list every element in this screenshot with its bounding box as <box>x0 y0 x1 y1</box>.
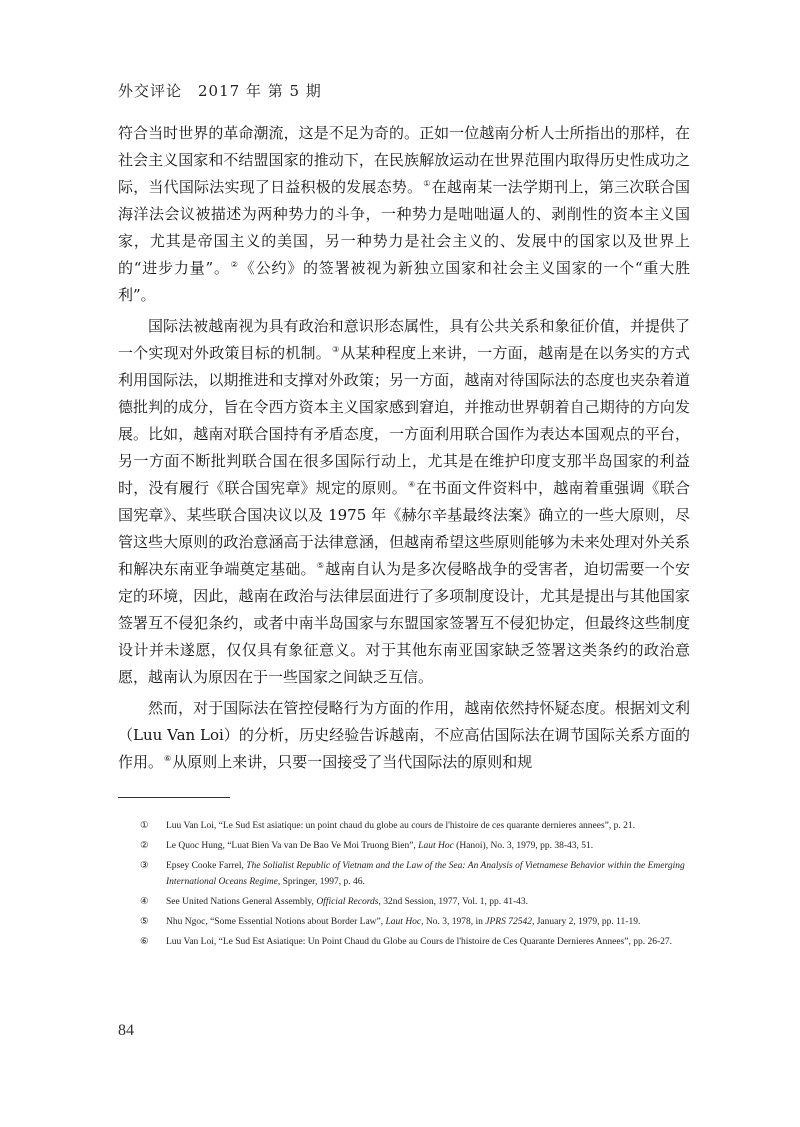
footnote-mark: ① <box>140 821 149 831</box>
footnote-title: Laut Hoc <box>385 917 422 927</box>
footnote-text <box>166 894 690 910</box>
footnote-ref: ④ <box>408 480 416 489</box>
footnote-part: , 32nd Session, 1977, Vol. 1, pp. 41-43. <box>378 897 529 907</box>
footnote-part: Luu Van Loi, “Le Sud Est Asiatique: Un Point Chaud du Globe au Cours de l'histoire de Ces Quarante Dernieres Annees”, pp. 26-27. <box>166 937 673 947</box>
paragraph-text: 在书面文件资料中，越南着重强调《联合国宪章》、某些联合国决议以及 1975 年《赫尔辛基最终法案》确立的一些大原则，尽管这些大原则的政治意涵高于法律意涵，但越南希望这些原则能够为未来处理对外关系和解决东南亚争端奠定基础。 <box>118 479 690 578</box>
footnote-text <box>166 838 690 854</box>
footnote-title: Laut Hoc <box>418 841 454 851</box>
page-number: 84 <box>118 1022 134 1039</box>
footnote-mark: ④ <box>140 897 149 907</box>
footnote-mark: ③ <box>140 861 149 871</box>
footnote-part: , No. 3, 1978, in <box>421 917 486 927</box>
paragraph-text: 从原则上来讲，只要一国接受了当代国际法的原则和规 <box>172 753 533 771</box>
footnote-part: (Hanoi), No. 3, 1979, pp. 38-43, 51. <box>453 841 594 851</box>
footnote <box>118 818 690 834</box>
paragraph-text: 符合当时世界的革命潮流，这是不足为奇的。正如一位越南分析人士所指出的那样，在社会主义国家和不结盟国家的推动下，在民族解放运动在世界范围内取得历史性成功之际，当代国际法实现了日益积极的发展态势。 <box>118 124 690 196</box>
journal-header: 外交评论 2017 年 第 5 期 <box>118 82 322 100</box>
paragraph-text: 从某种程度上来讲，一方面，越南是在以务实的方式利用国际法，以期推进和支撑对外政策；另一方面，越南对待国际法的态度也夹杂着道德批判的成分，旨在令西方资本主义国家感到窘迫，并推动世界朝着自己期待的方向发展。比如，越南对联合国持有矛盾态度，一方面利用联合国作为表达本国观点的平台，另一方面不断批判联合国在很多国际行动上，尤其是在维护印度支那半岛国家的利益时，没有履行《联合国宪章》规定的原则。 <box>118 344 690 497</box>
footnote <box>118 934 690 950</box>
paragraph-text: 国际法被越南视为具有政治和意识形态属性，具有公共关系和象征价值，并提供了一个实现对外政策目标的机制。 <box>118 317 690 362</box>
footnotes <box>118 818 690 954</box>
footnote-ref: ① <box>423 179 431 188</box>
footnote-divider <box>118 797 230 798</box>
footnote-ref: ② <box>230 260 239 269</box>
footnote <box>118 838 690 854</box>
footnote <box>118 914 690 930</box>
footnote-part: Le Quoc Hung, “Luat Bien Va van De Bao Ve Moi Truong Bien”, <box>166 841 419 851</box>
paragraph-text: 越南自认为是多次侵略战争的受害者，迫切需要一个安定的环境，因此，越南在政治与法律层面进行了多项制度设计，尤其是提出与其他国家签署互不侵犯条约，或者中南半岛国家与东盟国家签署互不侵犯协定，但最终这些制度设计并未遂愿，仅仅具有象征意义。对于其他东南亚国家缺乏签署这类条约的政治意愿，越南认为原因在于一些国家之间缺乏互信。 <box>118 560 690 686</box>
footnote-title: Official Records <box>316 897 379 907</box>
footnote-title: The Solialist Republic of Vietnam and the Law of the Sea: An Analysis of Vietnamese Behavior within the Emerging International Oceans Regime <box>166 861 685 887</box>
footnote-mark: ② <box>140 841 149 851</box>
footnote-ref: ⑥ <box>164 754 172 763</box>
footnote-part: See United Nations General Assembly, <box>166 897 317 907</box>
footnote-title: JPRS 72542 <box>485 917 532 927</box>
footnote-mark: ⑤ <box>140 917 149 927</box>
paragraph-text: 在越南某一法学期刊上，第三次联合国海洋法会议被描述为两种势力的斗争，一种势力是咄咄逼人的、剥削性的资本主义国家，尤其是帝国主义的美国，另一种势力是社会主义的、发展中的国家以及世界上的“进步力量”。 <box>118 178 690 277</box>
footnote-part: , Springer, 1997, p. 46. <box>277 877 365 887</box>
footnote-text <box>166 858 690 890</box>
paragraph-text: 然而，对于国际法在管控侵略行为方面的作用，越南依然持怀疑态度。根据刘文利（Luu Van Loi）的分析，历史经验告诉越南，不应高估国际法在调节国际关系方面的作用。 <box>118 699 690 771</box>
footnote-text <box>166 914 690 930</box>
footnote-text <box>166 818 690 834</box>
paragraph <box>118 120 690 309</box>
paragraph-text: 《公约》的签署被视为新独立国家和社会主义国家的一个“重大胜利”。 <box>118 259 691 304</box>
footnote-mark: ⑥ <box>140 937 149 947</box>
footnote-part: Epsey Cooke Farrel, <box>166 861 247 871</box>
paragraph <box>118 695 690 776</box>
footnote <box>118 894 690 910</box>
body-text <box>118 120 690 780</box>
footnote-part: Nhu Ngoc, “Some Essential Notions about Border Law”, <box>166 917 386 927</box>
footnote <box>118 858 690 890</box>
footnote-ref: ⑤ <box>316 561 325 570</box>
footnote-part: , January 2, 1979, pp. 11-19. <box>531 917 641 927</box>
footnote-ref: ③ <box>331 345 340 354</box>
paragraph <box>118 313 690 691</box>
footnote-part: Luu Van Loi, “Le Sud Est asiatique: un point chaud du globe au cours de l'histoire de ces quarante dernieres annees”, p. 21. <box>166 821 636 831</box>
footnote-text <box>166 934 690 950</box>
